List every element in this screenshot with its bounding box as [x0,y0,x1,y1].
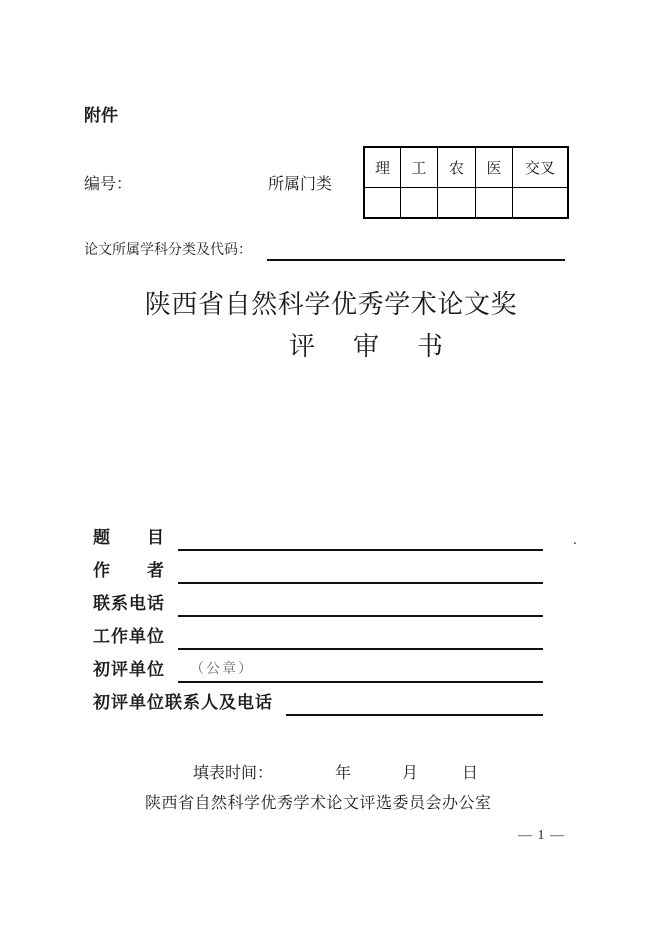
field-label-review-contact: 初评单位联系人及电话 [93,692,273,712]
field-label-title: 题 目 [93,527,165,547]
field-blank-workunit[interactable] [178,623,543,650]
field-label-review-unit: 初评单位 [93,659,165,679]
field-row-review-unit [93,650,543,683]
category-checkbox-cell[interactable] [365,187,400,217]
document-subtitle: 评 审 书 [289,332,450,361]
month-label: 月 [402,765,419,782]
field-row-workunit [93,617,543,650]
number-label: 编号： [84,176,133,193]
field-label-author: 作 者 [93,560,165,580]
year-label: 年 [335,765,352,782]
form-fields [93,518,543,716]
field-blank-title[interactable] [178,524,543,551]
document-title: 陕西省自然科学优秀学术论文奖 [144,290,518,319]
field-blank-author[interactable] [178,557,543,584]
category-checkbox-cell[interactable] [512,187,567,217]
category-header-interdisciplinary: 交叉 [512,148,567,187]
field-row-title [93,518,543,551]
field-label-workunit: 工作单位 [93,626,165,646]
category-header-medicine: 医 [475,148,512,187]
page-number: — 1 — [518,828,565,843]
field-row-phone [93,584,543,617]
official-seal-hint: （公章） [190,662,254,678]
field-row-review-contact [93,683,543,716]
discipline-code-label: 论文所属学科分类及代码： [84,243,252,258]
category-checkbox-cell[interactable] [400,187,437,217]
field-label-phone: 联系电话 [93,593,165,613]
discipline-code-blank[interactable] [267,238,565,261]
category-header-agriculture: 农 [437,148,475,187]
discipline-code-row [84,236,565,261]
field-blank-review-contact[interactable] [286,689,543,716]
category-checkbox-cell[interactable] [437,187,475,217]
attachment-label: 附件 [84,106,118,125]
category-table [363,146,569,219]
field-blank-review-unit[interactable] [178,656,543,683]
field-row-author [93,551,543,584]
field-blank-phone[interactable] [178,590,543,617]
day-label: 日 [462,765,479,782]
category-checkbox-cell[interactable] [475,187,512,217]
fill-date-row [193,760,493,782]
category-header-engineering: 工 [400,148,437,187]
fill-date-label: 填表时间： [193,765,274,782]
category-header-science: 理 [374,161,390,177]
category-label: 所属门类 [268,176,333,193]
stray-period-mark: . [573,532,577,548]
committee-office-line: 陕西省自然科学优秀学术论文评选委员会办公室 [145,795,492,812]
